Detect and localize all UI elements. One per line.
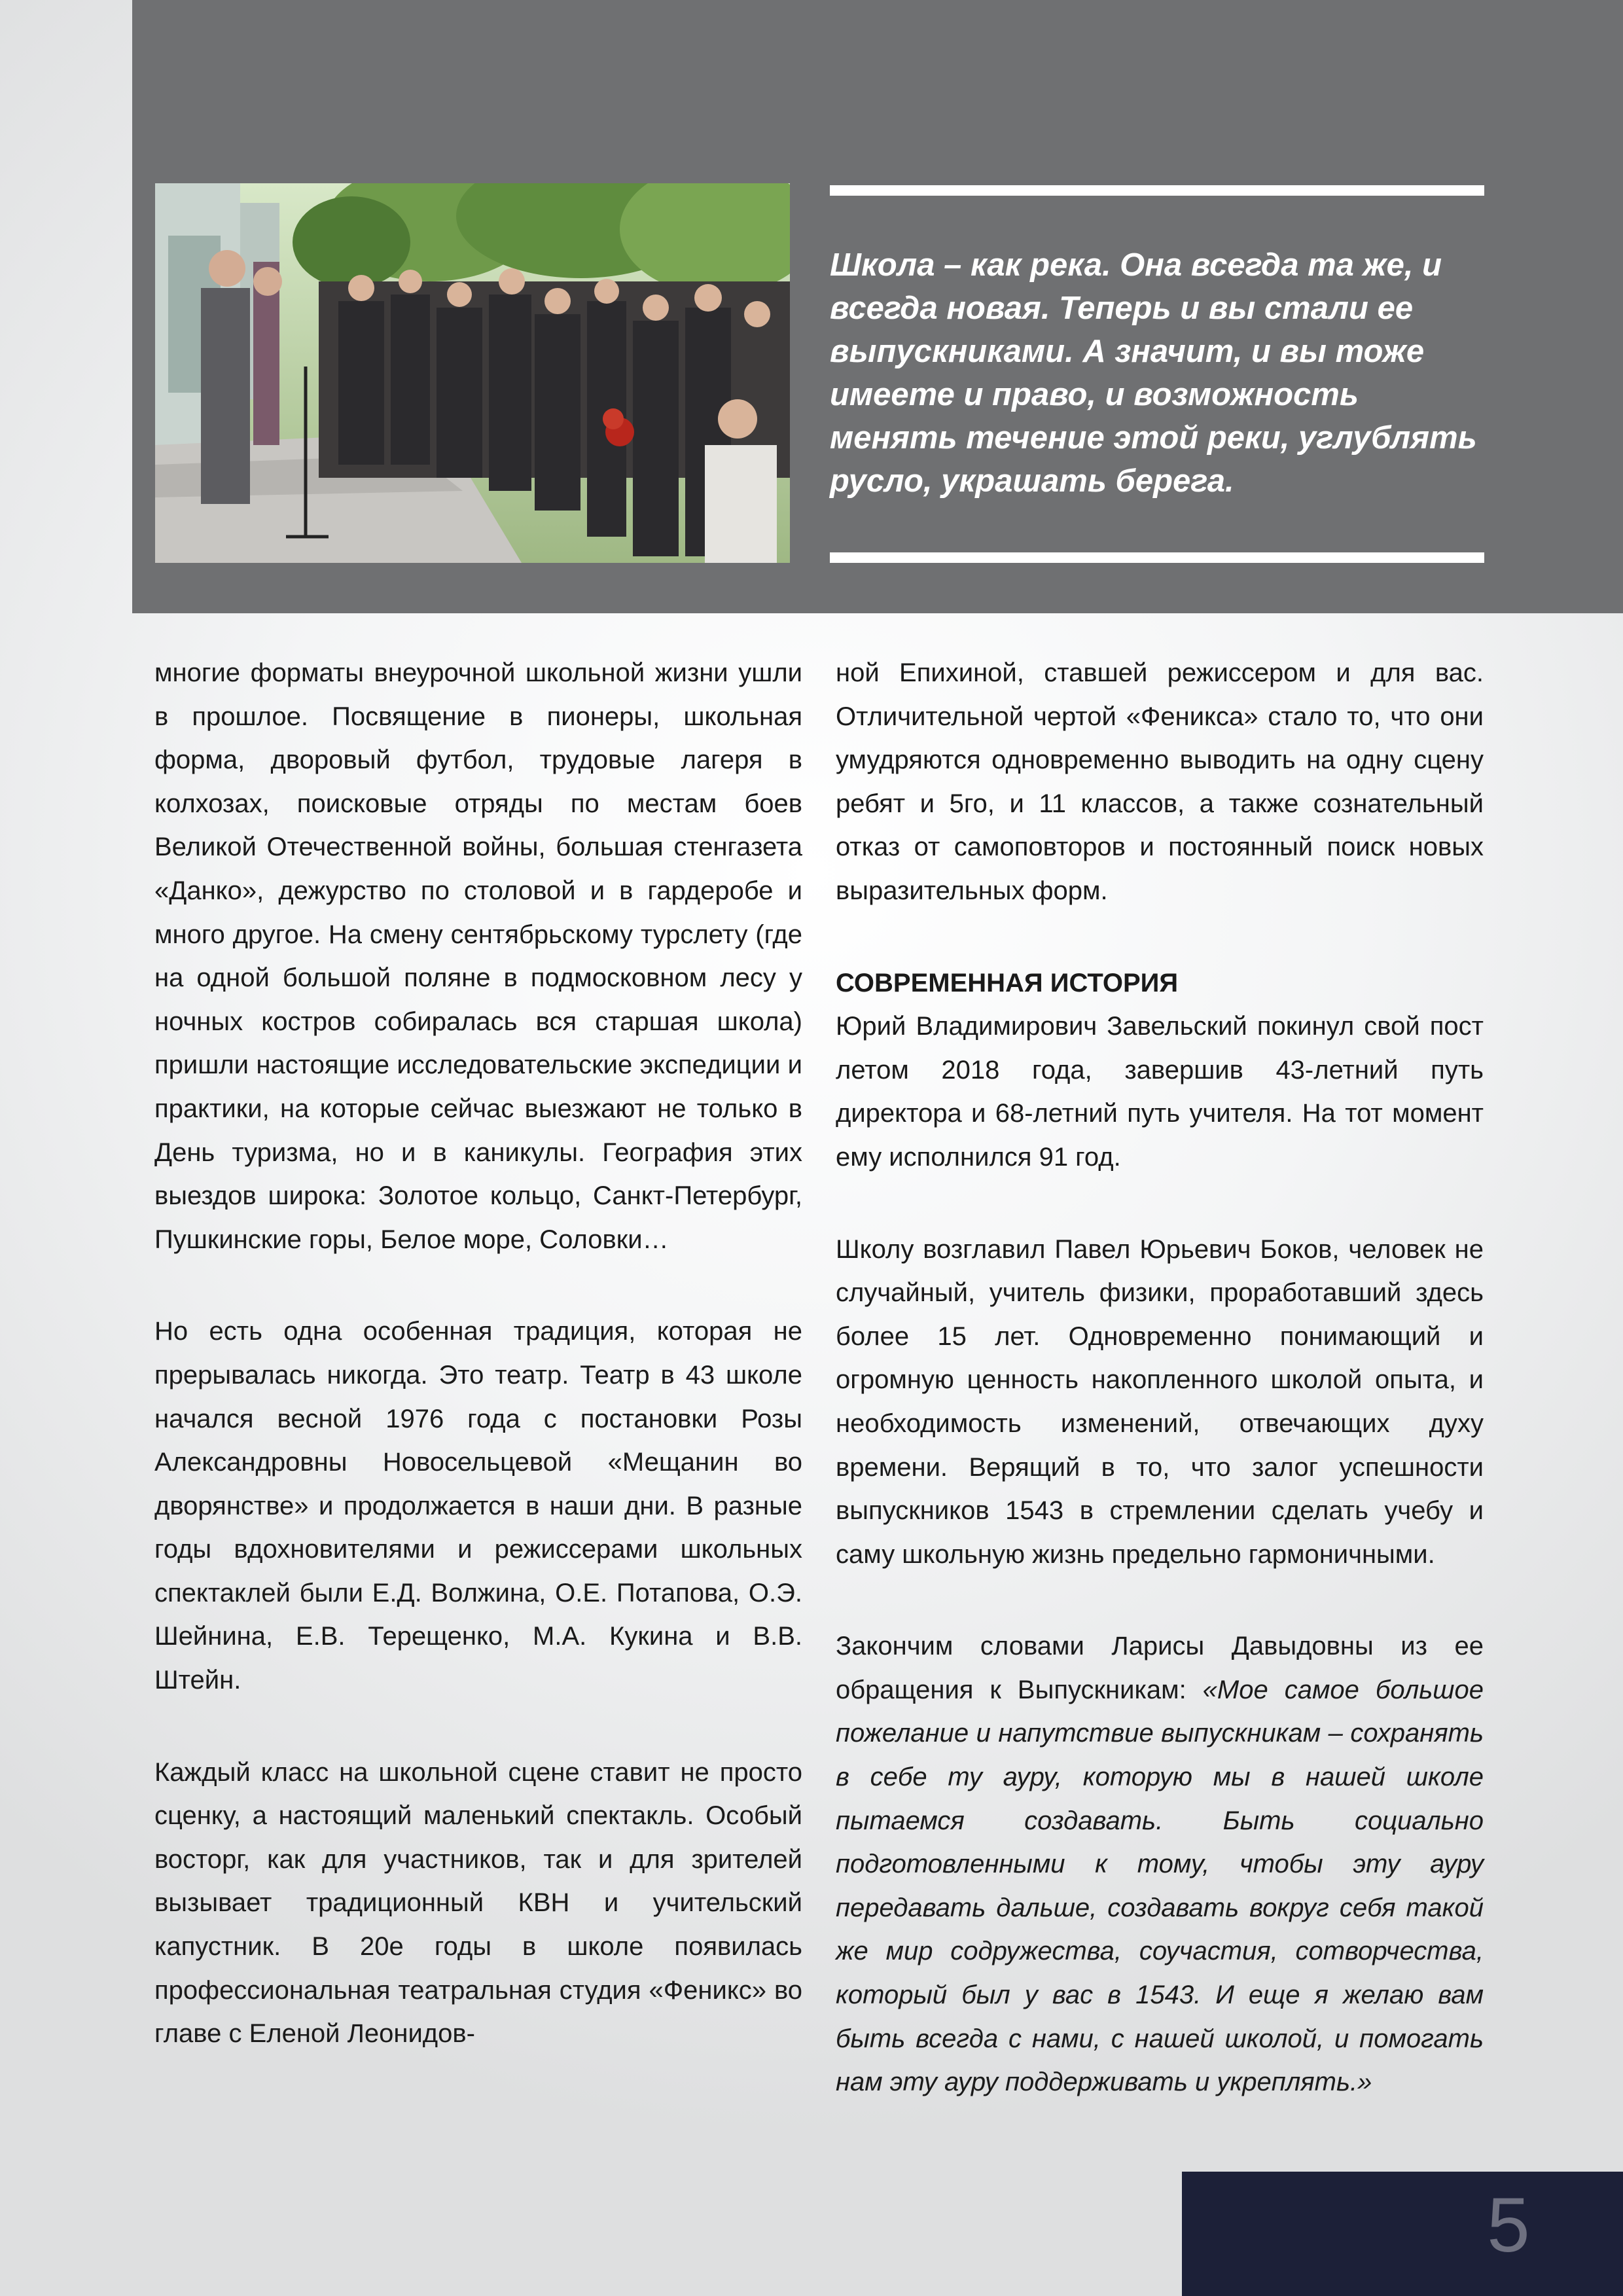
pull-quote: Школа – как река. Она всегда та же, и всегда новая. Теперь и вы стали ее выпускниками. А значит, и вы тоже имеете и право, и возможность менять течение этой реки, углублять русло, украшать берега. [830, 247, 1477, 499]
right-paragraph-3: Школу возглавил Павел Юрьевич Боков, человек не случайный, учитель физики, проработавший здесь более 15 лет. Одновременно понимающий и огромную ценность накопленного школой опыта, и необходимость изменений, отвечающих духу времени. Верящий в то, что залог успешности выпускников 1543 в стремлении сделать учебу и саму школьную жизнь предельно гармоничными. [836, 1234, 1484, 1569]
right-paragraph-1: ной Епихиной, ставшей режиссером и для вас. Отличительной чертой «Феникса» стало то, что они умудряются одновременно выводить на одну сцену ребят и 5го, и 11 классов, а также сознательный отказ от самоповторов и постоянный поиск новых выразительных форм. [836, 658, 1484, 905]
photo-image [155, 183, 790, 563]
quote-rule-top [830, 185, 1484, 196]
right-paragraph-4 [836, 1624, 1484, 2104]
left-paragraph-1: многие форматы внеурочной школьной жизни ушли в прошлое. Посвящение в пионеры, школьная форма, дворовый футбол, трудовые лагеря в колхозах, поисковые отряды по местам боев Великой Отечественной войны, большая стенгазета «Данко», дежурство по столовой и в гардеробе и много другое. На смену сентябрьскому турслету (где на одной большой поляне в подмосковном лесу у ночных костров собиралась вся старшая школа) пришли настоящие исследовательские экспедиции и практики, на которые сейчас выезжают не только в День туризма, но и в каникулы. География этих выездов широка: Золотое кольцо, Санкт-Петербург, Пушкинские горы, Белое море, Соловки… [154, 658, 802, 1254]
right-paragraph-2: Юрий Владимирович Завельский покинул свой пост летом 2018 года, завершив 43-летний путь директора и 68-летний путь учителя. На тот момент ему исполнился 91 год. [836, 1012, 1484, 1172]
page-number: 5 [1487, 2182, 1530, 2269]
left-column [154, 651, 802, 2056]
right-column [836, 651, 1484, 2104]
event-photo [155, 183, 790, 563]
closing-intro: Закончим словами Ларисы Давыдовны из ее обращения к Выпускникам: [836, 1632, 1484, 1704]
page-number-box [1182, 2172, 1623, 2296]
left-paragraph-3: Каждый класс на школьной сцене ставит не просто сценку, а настоящий маленький спектакль. Особый восторг, как для участников, так и для зрителей вызывает традиционный КВН и учительский капустник. В 20е годы в школе появилась профессиональная театральная студия «Феникс» во главе с Еленой Леонидов- [154, 1757, 802, 2049]
left-paragraph-2: Но есть одна особенная традиция, которая не прерывалась никогда. Это театр. Театр в 43 школе начался весной 1976 года с постановки Розы Александровны Новосельцевой «Мещанин во дворянстве» и продолжается в наши дни. В разные годы вдохновителями и режиссерами школьных спектаклей были Е.Д. Волжина, О.Е. Потапова, О.Э. Шейнина, Е.В. Терещенко, М.А. Кукина и В.В. Штейн. [154, 1317, 802, 1695]
quote-rule-bottom [830, 552, 1484, 563]
section-heading: СОВРЕМЕННАЯ ИСТОРИЯ [836, 968, 1179, 997]
closing-quote: «Мое самое большое пожелание и напутствие выпускникам – сохранять в себе ту ауру, которую мы в нашей школе пытаемся создавать. Быть социально подготовленными к тому, чтобы эту ауру передавать дальше, создавать вокруг себя такой же мир содружества, соучастия, сотворчества, который был у вас в 1543. И еще я желаю вам быть всегда с нами, с нашей школой, и помогать нам эту ауру поддерживать и укреплять.» [836, 1675, 1484, 2097]
